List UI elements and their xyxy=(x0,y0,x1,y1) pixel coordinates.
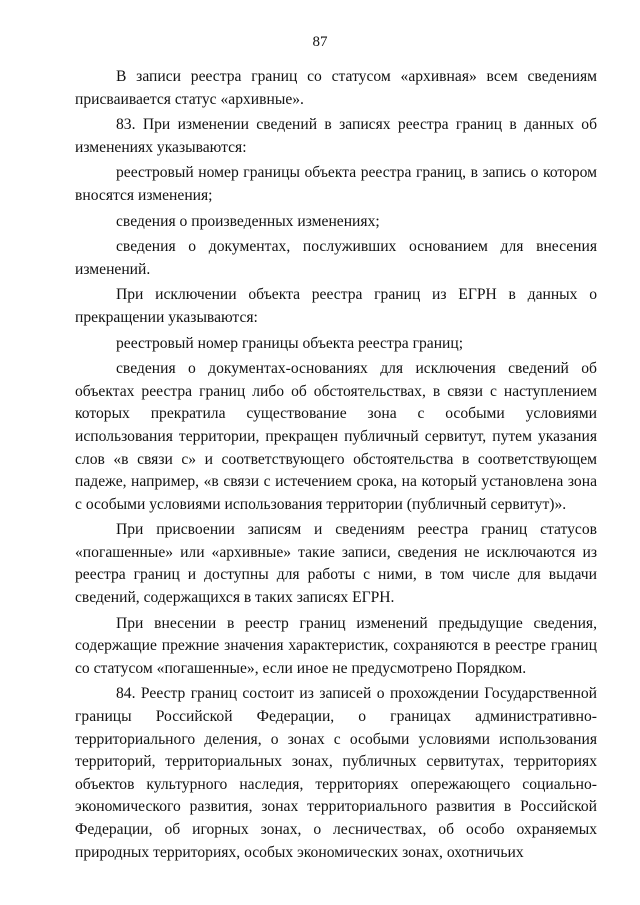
page-number: 87 xyxy=(312,34,328,50)
paragraph-83-changes: сведения о произведенных изменениях; xyxy=(116,212,380,230)
paragraph-84-registry-composition: 84. Реестр границ состоит из записей о прохождении Государственной границы Российской Федерации, о границах административно-территориального деления, о зонах с особыми условиями использования территорий, территориальных зонах, публичных сервитутах, территориях объектов культурного наследия, территориях опережающего социально-экономического развития, зонах территориального развития в Российской Федерации, об игорных зонах, о лесничествах, об особо охраняемых природных территориях, особых экономических зонах, охотничьих xyxy=(75,685,597,861)
paragraph-status-assignment: При присвоении записям и сведениям реестра границ статусов «погашенные» или «архивные» такие записи, сведения не исключаются из реестра границ и доступны для работы с ними, в том числе для выдачи сведений, содержащихся в таких записях ЕГРН. xyxy=(75,521,597,607)
paragraph-exclusion-registry-number: реестровый номер границы объекта реестра границ; xyxy=(116,334,464,352)
paragraph-exclusion-documents: сведения о документах-основаниях для исключения сведений об объектах реестра границ либо об обстоятельствах, в связи с наступлением которых прекратила существование зона с особыми условиями использования территории, прекращен публичный сервитут, путем указания слов «в связи с» и соответствующего обстоятельства в соответствующем падеже, например, «в связи с истечением срока, на который установлена зона с особыми условиями использования территории (публичный сервитут)». xyxy=(75,360,597,513)
paragraph-changes-history: При внесении в реестр границ изменений предыдущие сведения, содержащие прежние значения характеристик, сохраняются в реестре границ со статусом «погашенные», если иное не предусмотрено Порядком. xyxy=(75,614,597,677)
paragraph-83-intro: 83. При изменении сведений в записях реестра границ в данных об изменениях указываются: xyxy=(75,116,597,156)
paragraph-83-documents: сведения о документах, послуживших основанием для внесения изменений. xyxy=(75,238,597,278)
paragraph-archive-status: В записи реестра границ со статусом «архивная» всем сведениям присваивается статус «архивные». xyxy=(75,68,597,108)
document-body xyxy=(75,66,597,864)
paragraph-exclusion-intro: При исключении объекта реестра границ из ЕГРН в данных о прекращении указываются: xyxy=(75,286,597,326)
paragraph-83-registry-number: реестровый номер границы объекта реестра границ, в запись о котором вносятся изменения; xyxy=(75,164,597,204)
